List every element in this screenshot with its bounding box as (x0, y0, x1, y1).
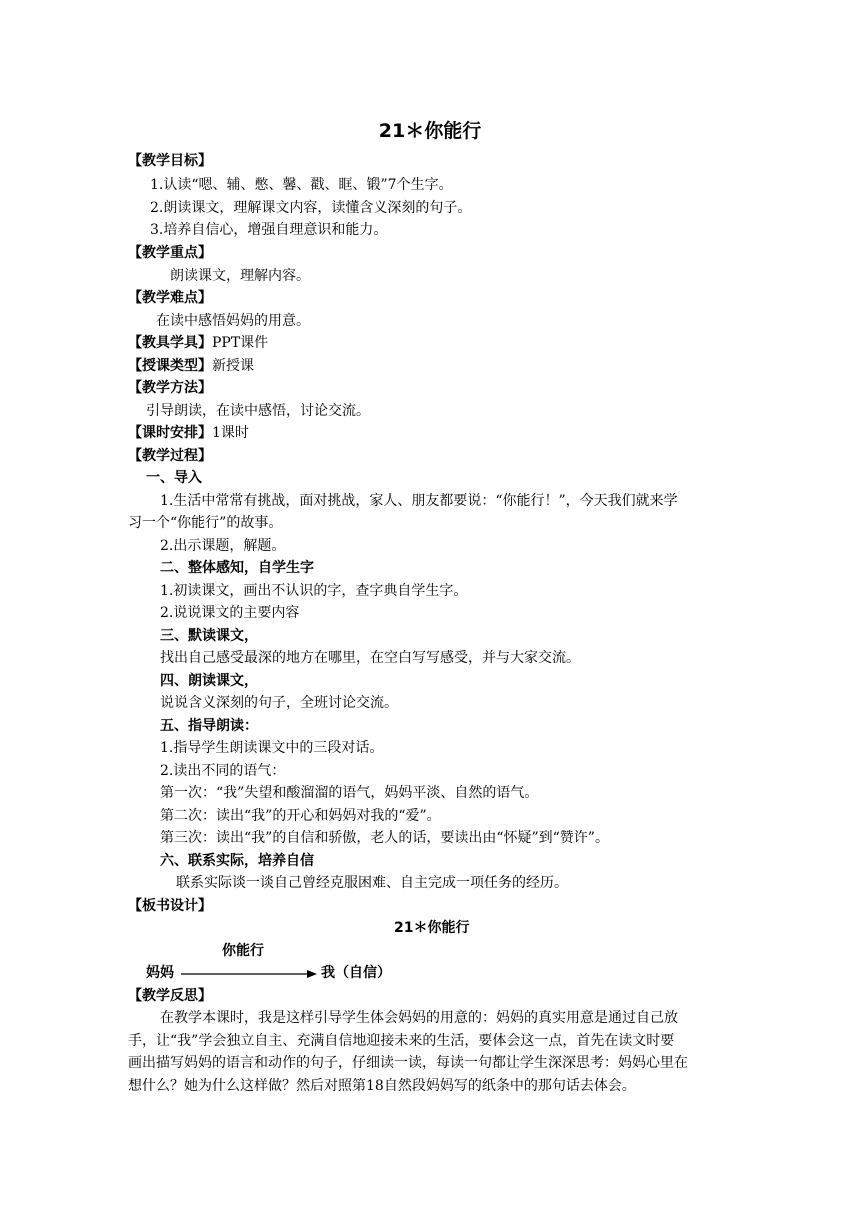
section-2-paragraph-2: 2.说说课文的主要内容 (160, 605, 300, 621)
lesson-type-line (128, 356, 254, 376)
reflection-heading: 【教学反思】 (128, 988, 212, 1004)
section-6-paragraph-1: 联系实际谈一谈自己曾经克服困难、自主完成一项任务的经历。 (176, 875, 568, 891)
section-4-heading: 四、朗读课文， (160, 673, 258, 689)
section-5-heading: 五、指导朗读： (160, 718, 258, 734)
section-2-paragraph-1: 1.初读课文，画出不认识的字，查字典自学生字。 (160, 583, 468, 599)
section-5-paragraph-1: 1.指导学生朗读课文中的三段对话。 (160, 740, 384, 756)
tools-heading: 【教具学具】 (128, 335, 212, 351)
reflection-line-3: 画出描写妈妈的语言和动作的句子，仔细读一读，每读一句都让学生深深思考：妈妈心里在 (128, 1055, 688, 1071)
lesson-type-heading: 【授课类型】 (128, 358, 212, 374)
section-5-paragraph-4: 第二次：读出“我”的开心和妈妈对我的“爱”。 (160, 808, 441, 824)
methods-heading: 【教学方法】 (128, 380, 212, 396)
section-5-paragraph-3: 第一次：“我”失望和酸溜溜的语气，妈妈平淡、自然的语气。 (160, 785, 539, 801)
section-1-heading: 一、导入 (146, 470, 202, 486)
section-6-heading: 六、联系实际，培养自信 (160, 853, 314, 869)
board-arrow-icon (181, 969, 317, 979)
schedule-heading: 【课时安排】 (128, 425, 212, 441)
board-left-label: 妈妈 (146, 965, 174, 981)
schedule-text: 1课时 (212, 425, 249, 441)
objectives-heading: 【教学目标】 (128, 153, 212, 169)
lesson-type-text: 新授课 (212, 358, 254, 374)
section-1-paragraph-1b: 习一个“你能行”的故事。 (128, 515, 283, 531)
section-5-paragraph-5: 第三次：读出“我”的自信和骄傲，老人的话，要读出由“怀疑”到“赞许”。 (160, 830, 609, 846)
tools-line (128, 333, 268, 353)
board-arrow-label: 你能行 (222, 943, 264, 959)
board-right-label: 我（自信） (321, 965, 391, 981)
tools-text: PPT课件 (212, 335, 269, 351)
objective-item-1: 1.认读“嗯、辅、憋、馨、戳、眶、锻”7个生字。 (150, 177, 453, 193)
section-3-paragraph-1: 找出自己感受最深的地方在哪里，在空白写写感受，并与大家交流。 (160, 650, 580, 666)
key-points-heading: 【教学重点】 (128, 245, 212, 261)
difficulties-heading: 【教学难点】 (128, 290, 212, 306)
methods-text: 引导朗读，在读中感悟，讨论交流。 (146, 403, 370, 419)
process-heading: 【教学过程】 (128, 448, 212, 464)
section-1-paragraph-1a: 1.生活中常常有挑战，面对挑战，家人、朋友都要说：“你能行！”，今天我们就来学 (160, 493, 678, 509)
section-4-paragraph-1: 说说含义深刻的句子，全班讨论交流。 (160, 695, 398, 711)
page-title: 21＊你能行 (378, 120, 482, 142)
section-5-paragraph-2: 2.读出不同的语气： (160, 763, 286, 779)
schedule-line (128, 423, 249, 443)
objective-item-2: 2.朗读课文，理解课文内容，读懂含义深刻的句子。 (150, 200, 472, 216)
board-title: 21＊你能行 (394, 920, 470, 936)
reflection-line-4: 想什么？她为什么这样做？然后对照第18自然段妈妈写的纸条中的那句话去体会。 (128, 1078, 636, 1094)
objective-item-3: 3.培养自信心，增强自理意识和能力。 (150, 222, 388, 238)
key-points-text: 朗读课文，理解内容。 (170, 268, 310, 284)
section-3-heading: 三、默读课文， (160, 628, 258, 644)
section-1-paragraph-2: 2.出示课题，解题。 (160, 538, 286, 554)
section-2-heading: 二、整体感知，自学生字 (160, 560, 314, 576)
difficulties-text: 在读中感悟妈妈的用意。 (156, 313, 310, 329)
reflection-line-2: 手，让“我”学会独立自主、充满自信地迎接未来的生活，要体会这一点，首先在读文时要 (128, 1033, 675, 1049)
board-heading: 【板书设计】 (128, 898, 212, 914)
reflection-line-1: 在教学本课时，我是这样引导学生体会妈妈的用意的：妈妈的真实用意是通过自己放 (160, 1010, 678, 1026)
